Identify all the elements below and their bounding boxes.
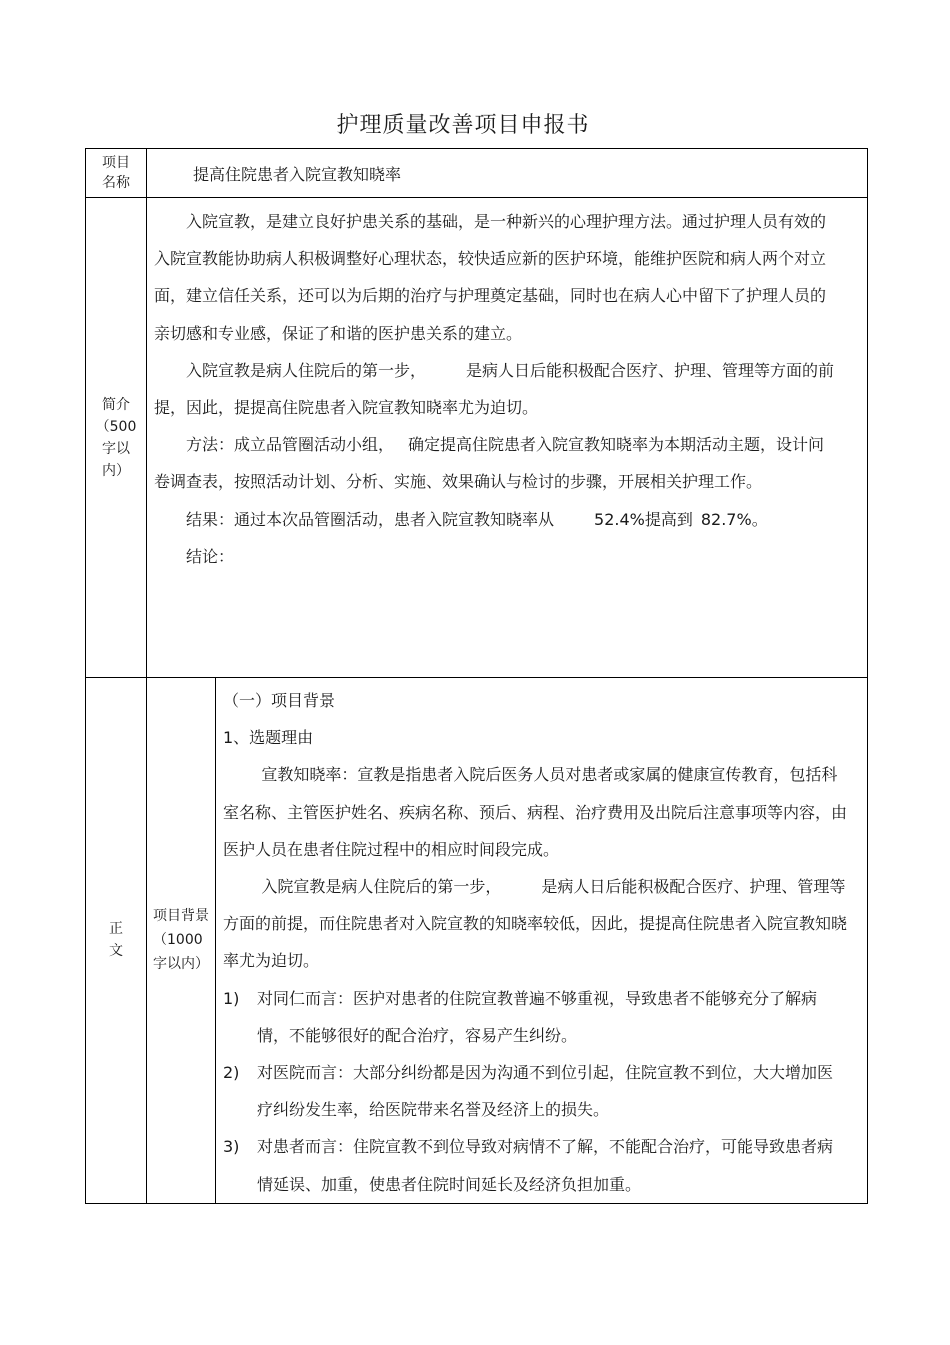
list-item-text: 对患者而言：住院宣教不到位导致对病情不了解，不能配合治疗，可能导致患者病情延误、加重，使患者住院时间延长及经济负担加重。 — [257, 1137, 834, 1194]
document-title: 护理质量改善项目申报书 — [336, 113, 590, 138]
intro-content — [147, 198, 868, 678]
list-item-text: 对医院而言：大部分纠纷都是因为沟通不到位引起，住院宣教不到位，大大增加医疗纠纷发生率，给医院带来名誉及经济上的损失。 — [257, 1063, 834, 1120]
intro-method — [154, 426, 835, 500]
application-form-table — [85, 148, 868, 1204]
background-paragraph-2a: 入院宣教是病人住院后的第一步， — [261, 877, 502, 897]
intro-paragraph-2a: 入院宣教是病人住院后的第一步， — [186, 360, 427, 380]
list-item — [223, 1128, 847, 1202]
project-name-label-cell — [86, 149, 147, 198]
background-label: 项目背景（1000字以内） — [153, 908, 209, 973]
intro-method-a: 方法：成立品管圈活动小组， — [186, 435, 395, 455]
background-label-cell — [147, 678, 216, 1204]
background-content — [216, 678, 868, 1204]
background-paragraph-2b: 是病人日后能积极配合医疗、护理、管理等方面的前提，而住院患者对入院宣教的知晓率较低，因此，提提高住院患者入院宣教知晓率尤为迫切。 — [223, 877, 848, 971]
intro-result-c: 82.7%。 — [700, 509, 768, 529]
list-item-number: 1) — [223, 988, 240, 1008]
intro-result — [154, 501, 835, 538]
project-name-value: 提高住院患者入院宣教知晓率 — [147, 149, 868, 198]
intro-result-b: 52.4%提高到 — [594, 509, 693, 529]
intro-paragraph-1: 入院宣教，是建立良好护患关系的基础，是一种新兴的心理护理方法。通过护理人员有效的入院宣教能协助病人积极调整好心理状态，较快适应新的医护环境，能维护医院和病人两个对立面，建立信任关系，还可以为后期的治疗与护理奠定基础，同时也在病人心中留下了护理人员的亲切感和专业感，保证了和谐的医护患关系的建立。 — [154, 212, 827, 343]
list-item-number: 2) — [223, 1063, 240, 1083]
intro-paragraph-2 — [154, 352, 835, 426]
list-item — [223, 1054, 847, 1128]
reason-heading: 1、选题理由 — [223, 728, 314, 748]
intro-conclusion: 结论： — [186, 546, 235, 566]
intro-paragraph-2b: 是病人日后能积极配合医疗、护理、管理等方面的前提，因此，提提高住院患者入院宣教知晓率尤为迫切。 — [154, 360, 835, 418]
project-name-label: 项目名称 — [102, 155, 130, 191]
intro-result-a: 结果：通过本次品管圈活动，患者入院宣教知晓率从 — [186, 509, 555, 529]
list-item-number: 3) — [223, 1137, 240, 1157]
list-item — [223, 980, 847, 1054]
body-row — [86, 678, 868, 1204]
intro-label-cell — [86, 198, 147, 678]
intro-method-b: 确定提高住院患者入院宣教知晓率为本期活动主题，设计问卷调查表，按照活动计划、分析、实施、效果确认与检讨的步骤，开展相关护理工作。 — [154, 435, 825, 492]
list-item-text: 对同仁而言：医护对患者的住院宣教普遍不够重视，导致患者不能够充分了解病情，不能够很好的配合治疗，容易产生纠纷。 — [257, 988, 818, 1045]
intro-row — [86, 198, 868, 678]
intro-label: 简介（500字以内） — [95, 396, 137, 479]
body-label-cell — [86, 678, 147, 1204]
body-label: 正文 — [109, 921, 123, 960]
background-paragraph-2 — [223, 868, 847, 980]
background-paragraph-1: 宣教知晓率：宣教是指患者入院后医务人员对患者或家属的健康宣传教育，包括科室名称、主管医护姓名、疾病名称、预后、病程、治疗费用及出院后注意事项等内容，由医护人员在患者住院过程中的相应时间段完成。 — [223, 765, 848, 859]
background-heading: （一）项目背景 — [223, 691, 336, 710]
project-name-row — [86, 149, 868, 198]
